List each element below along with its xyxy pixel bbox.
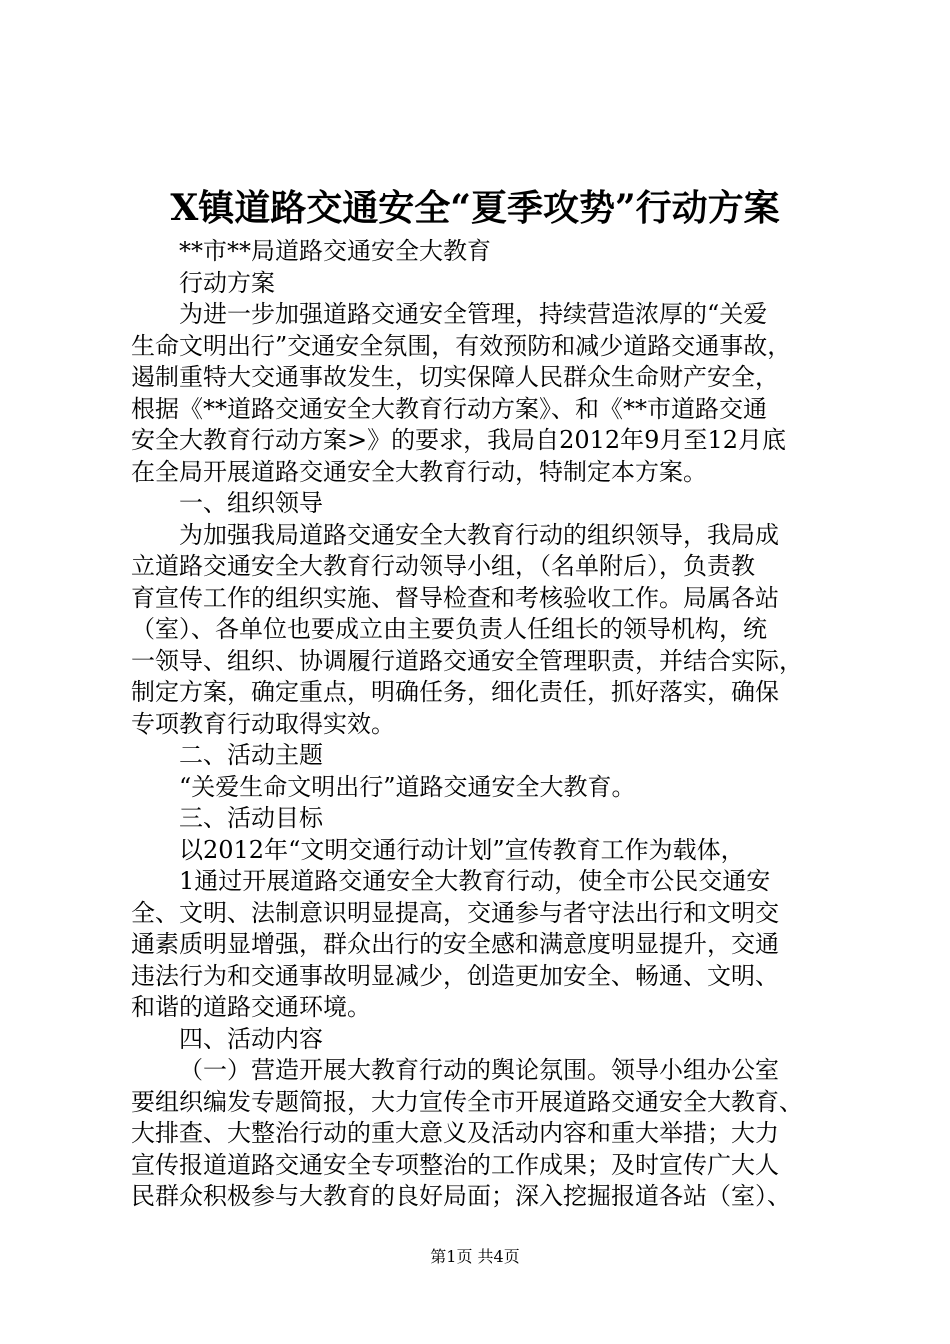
text-line: 安全大教育行动方案>》的要求，我局自2012年9月至12月底 [131,426,786,454]
text-line: 制定方案，确定重点，明确任务，细化责任，抓好落实，确保 [131,678,779,706]
text-line: 遏制重特大交通事故发生，切实保障人民群众生命财产安全， [131,363,779,391]
text-line: 立道路交通安全大教育行动领导小组，（名单附后），负责教 [131,552,755,580]
text-line: 根据《**道路交通安全大教育行动方案》、和《**市道路交通 [131,394,767,423]
text-line: 违法行为和交通事故明显减少，创造更加安全、畅通、文明、 [131,961,779,990]
text-line: 三、活动目标 [179,804,323,832]
document-body [131,236,831,1213]
text-line: 一、组织领导 [179,489,323,517]
text-line: 宣传报道道路交通安全专项整治的工作成果；及时宣传广大人 [131,1150,779,1179]
text-line: 大排查、大整治行动的重大意义及活动内容和重大举措；大力 [131,1119,779,1147]
document-title: X镇道路交通安全“夏季攻势”行动方案 [170,187,780,229]
page-footer: 第1页 共4页 [430,1247,520,1266]
text-line: 通素质明显增强，群众出行的安全感和满意度明显提升，交通 [131,930,779,958]
text-line: 要组织编发专题简报，大力宣传全市开展道路交通安全大教育、 [131,1087,803,1116]
text-line: （室）、各单位也要成立由主要负责人任组长的领导机构，统 [131,615,767,643]
text-line: 1通过开展道路交通安全大教育行动，使全市公民交通安 [179,867,771,895]
text-line: 一领导、组织、协调履行道路交通安全管理职责，并结合实际， [131,646,803,675]
text-line: 育宣传工作的组织实施、督导检查和考核验收工作。局属各站 [131,583,779,612]
text-line: 民群众积极参与大教育的良好局面；深入挖掘报道各站（室）、 [131,1182,791,1210]
text-line: 和谐的道路交通环境。 [131,993,371,1021]
text-line: **市**局道路交通安全大教育 [179,237,491,265]
text-line: 四、活动内容 [179,1024,323,1053]
text-line: 专项教育行动取得实效。 [131,709,395,738]
text-line: 行动方案 [179,268,275,297]
text-line: 在全局开展道路交通安全大教育行动，特制定本方案。 [131,457,707,486]
text-line: 全、文明、法制意识明显提高，交通参与者守法出行和文明交 [131,898,779,927]
text-line: “关爱生命文明出行”道路交通安全大教育。 [179,772,636,801]
text-line: 为加强我局道路交通安全大教育行动的组织领导，我局成 [179,520,779,549]
text-line: （一）营造开展大教育行动的舆论氛围。领导小组办公室 [179,1056,779,1084]
text-line: 生命文明出行”交通安全氛围，有效预防和减少道路交通事故， [131,331,792,360]
text-line: 以2012年“文明交通行动计划”宣传教育工作为载体， [179,835,745,864]
text-line: 为进一步加强道路交通安全管理，持续营造浓厚的“关爱 [179,300,768,328]
text-line: 二、活动主题 [179,741,323,769]
